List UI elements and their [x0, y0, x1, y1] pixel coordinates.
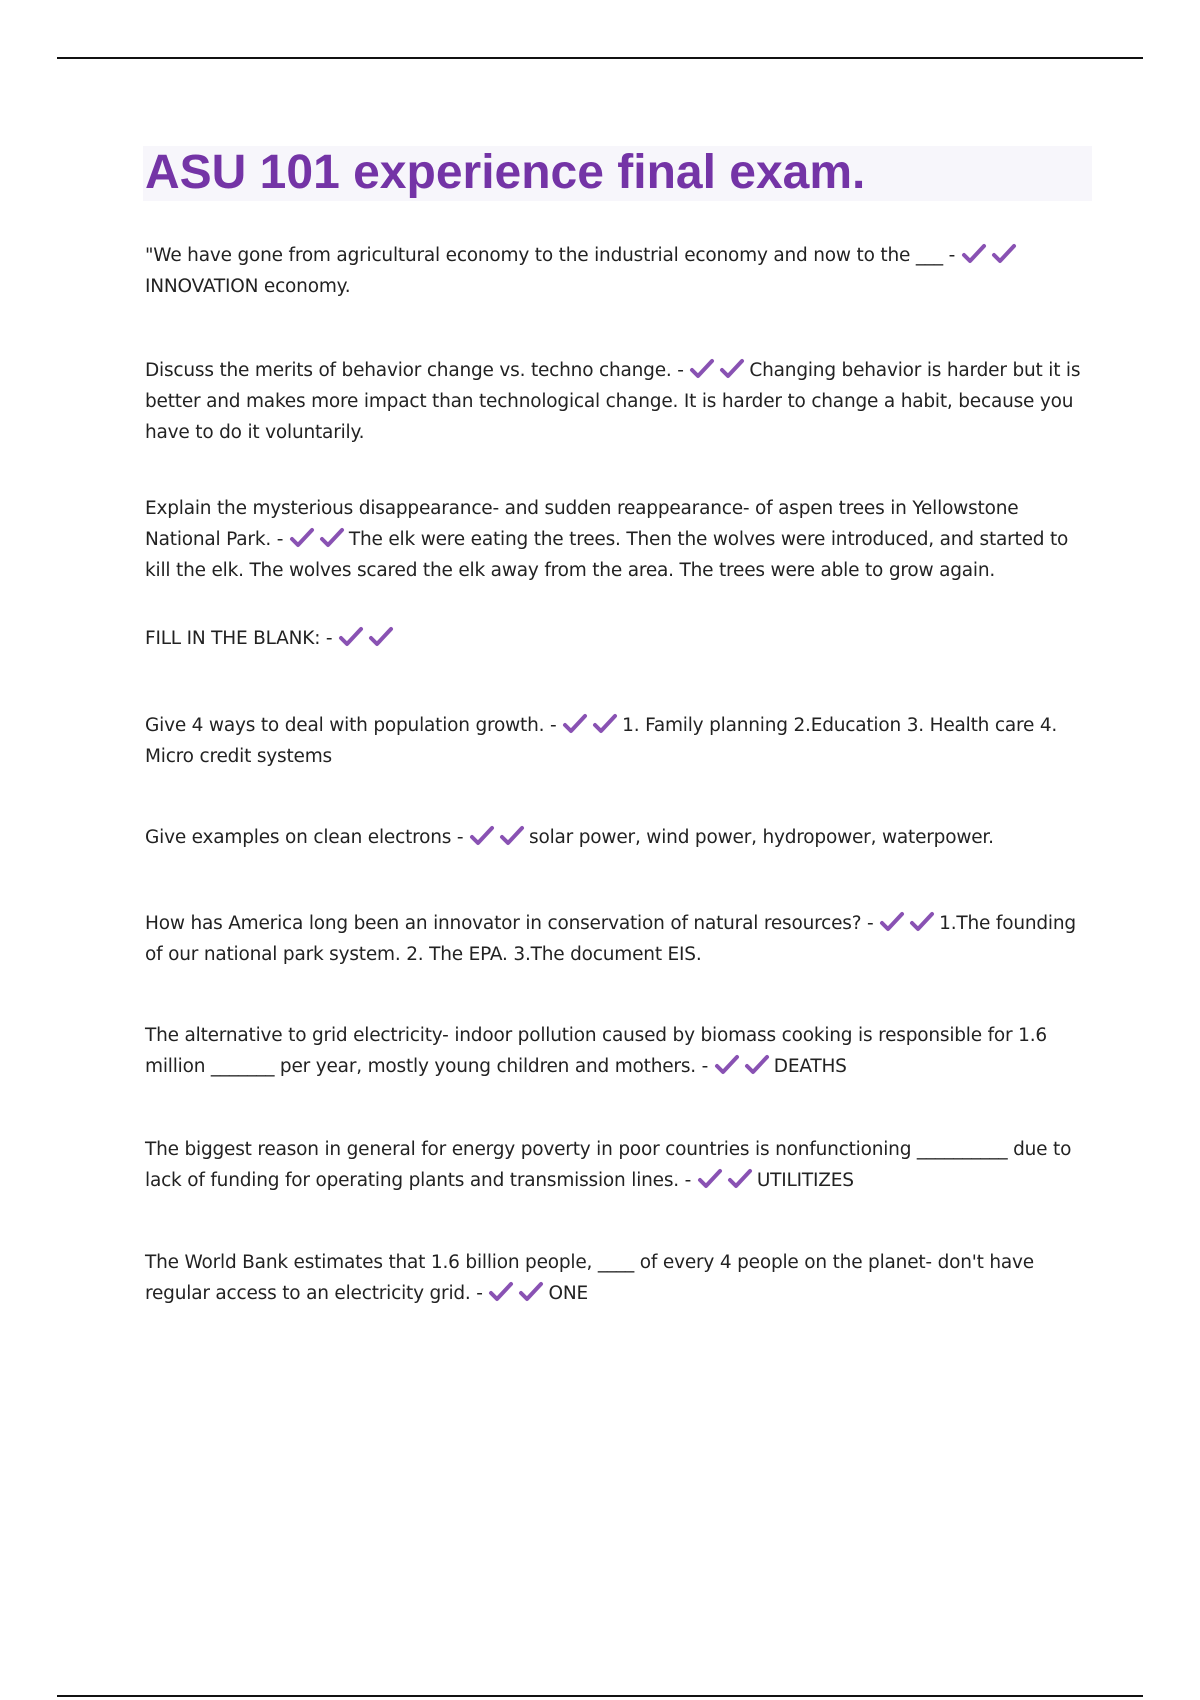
- answer-marker: [689, 360, 749, 381]
- answer-marker: [714, 1056, 774, 1077]
- answer-marker: [469, 827, 529, 848]
- bottom-rule: [57, 1695, 1143, 1697]
- top-rule: [57, 57, 1143, 59]
- qa-item: [145, 1020, 1095, 1082]
- question-text: FILL IN THE BLANK:: [145, 628, 321, 649]
- qa-item: [145, 1134, 1095, 1196]
- separator: -: [320, 628, 333, 649]
- answer-marker: [562, 715, 622, 736]
- answer-text: 1.The founding of our national park system. 2. The EPA. 3.The document EIS.: [145, 913, 1076, 965]
- qa-item: [145, 493, 1095, 586]
- separator: -: [678, 1170, 692, 1191]
- separator: -: [671, 360, 684, 381]
- checkmark-icon: [319, 527, 345, 549]
- page-title: ASU 101 experience final exam.: [145, 146, 866, 199]
- checkmark-icon: [961, 243, 987, 265]
- separator: -: [695, 1056, 709, 1077]
- qa-item: [145, 822, 1095, 853]
- checkmark-icon: [592, 713, 618, 735]
- question-text: How has America long been an innovator in conservation of natural resources?: [145, 913, 862, 934]
- separator: -: [942, 245, 956, 266]
- separator: -: [271, 529, 284, 550]
- checkmark-icon: [518, 1281, 544, 1303]
- checkmark-icon: [744, 1054, 770, 1076]
- checkmark-icon: [719, 358, 745, 380]
- answer-marker: [697, 1170, 757, 1191]
- question-text: The biggest reason in general for energy poverty in poor countries is nonfunctioning __________ due to lack of funding for operating plants and transmission lines.: [145, 1139, 1072, 1191]
- checkmark-icon: [879, 911, 905, 933]
- separator: -: [544, 715, 557, 736]
- separator: -: [470, 1283, 483, 1304]
- checkmark-icon: [488, 1281, 514, 1303]
- answer-text: ONE: [548, 1283, 588, 1304]
- separator: -: [861, 913, 874, 934]
- answer-text: The elk were eating the trees. Then the wolves were introduced, and started to kill the elk. The wolves scared the elk away from the area. The trees were able to grow again.: [145, 529, 1069, 581]
- qa-item: [145, 623, 1095, 654]
- checkmark-icon: [289, 527, 315, 549]
- checkmark-icon: [499, 825, 525, 847]
- qa-item: [145, 710, 1095, 772]
- checkmark-icon: [727, 1168, 753, 1190]
- question-text: The alternative to grid electricity- indoor pollution caused by biomass cooking is responsible for 1.6 million _______ per year, mostly young children and mothers.: [145, 1025, 1047, 1077]
- answer-text: INNOVATION economy.: [145, 276, 351, 297]
- answer-text: DEATHS: [773, 1056, 847, 1077]
- checkmark-icon: [469, 825, 495, 847]
- question-text: Explain the mysterious disappearance- and sudden reappearance- of aspen trees in Yellowstone National Park.: [145, 498, 1019, 550]
- answer-marker: [488, 1283, 548, 1304]
- answer-text: Changing behavior is harder but it is better and makes more impact than technological change. It is harder to change a habit, because you have to do it voluntarily.: [145, 360, 1081, 443]
- separator: -: [451, 827, 464, 848]
- checkmark-icon: [338, 626, 364, 648]
- question-text: Discuss the merits of behavior change vs. techno change.: [145, 360, 672, 381]
- question-text: The World Bank estimates that 1.6 billion people, ____ of every 4 people on the planet- don't have regular access to an electricity grid.: [145, 1252, 1034, 1304]
- answer-text: 1. Family planning 2.Education 3. Health care 4. Micro credit systems: [145, 715, 1058, 767]
- qa-item: [145, 240, 1095, 302]
- question-text: Give 4 ways to deal with population growth.: [145, 715, 545, 736]
- qa-item: [145, 908, 1095, 970]
- answer-marker: [289, 529, 349, 550]
- checkmark-icon: [714, 1054, 740, 1076]
- qa-item: [145, 355, 1095, 448]
- question-text: "We have gone from agricultural economy to the industrial economy and now to the ___: [145, 245, 943, 266]
- question-text: Give examples on clean electrons: [145, 827, 452, 848]
- answer-text: UTILITIZES: [756, 1170, 854, 1191]
- answer-marker: [961, 245, 1021, 266]
- answer-marker: [338, 628, 398, 649]
- qa-item: [145, 1247, 1095, 1309]
- checkmark-icon: [368, 626, 394, 648]
- checkmark-icon: [909, 911, 935, 933]
- checkmark-icon: [991, 243, 1017, 265]
- checkmark-icon: [689, 358, 715, 380]
- checkmark-icon: [697, 1168, 723, 1190]
- checkmark-icon: [562, 713, 588, 735]
- answer-marker: [879, 913, 939, 934]
- answer-text: solar power, wind power, hydropower, waterpower.: [529, 827, 994, 848]
